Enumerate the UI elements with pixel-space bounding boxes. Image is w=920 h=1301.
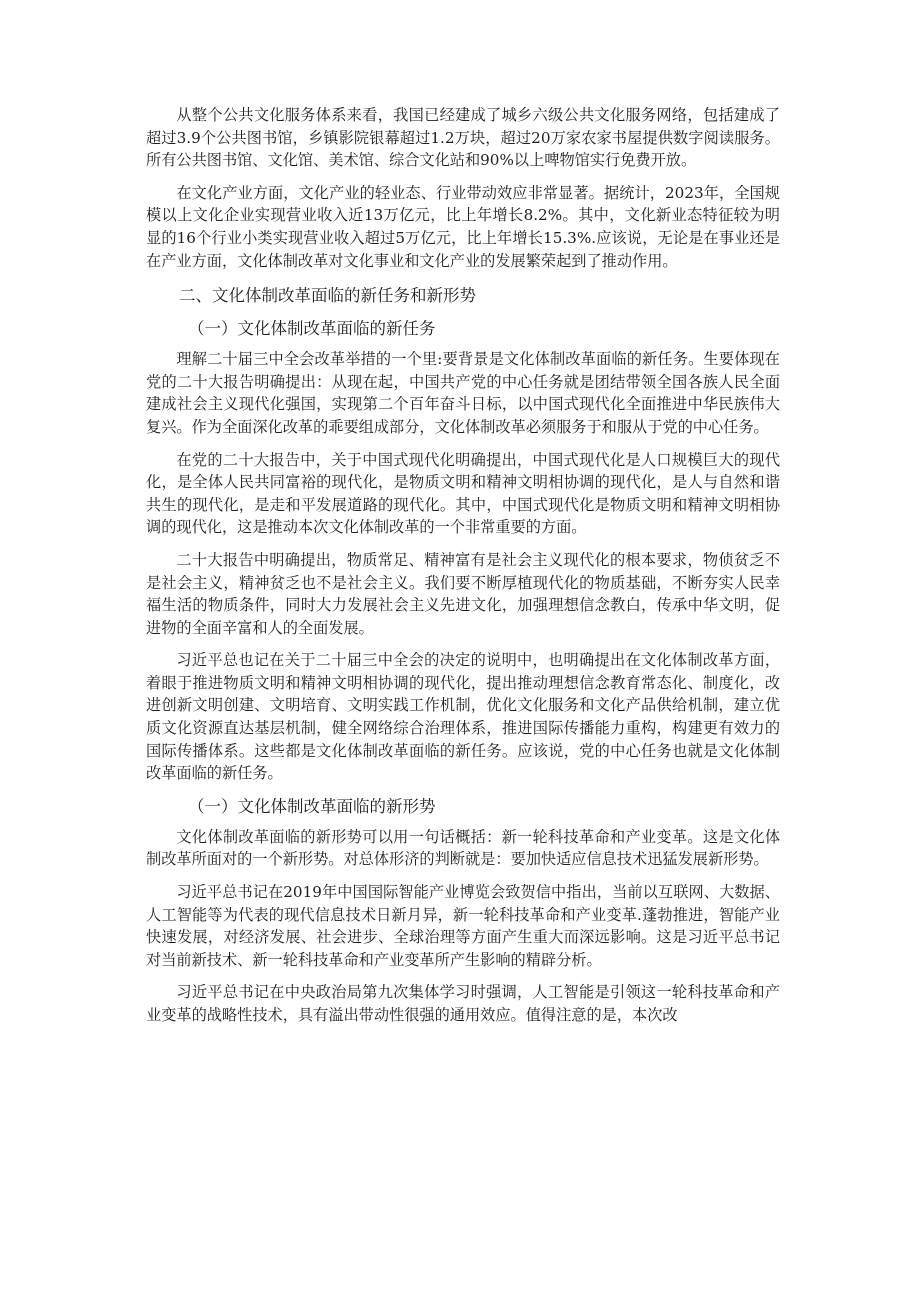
paragraph: 在文化产业方面，文化产业的轻业态、行业带动效应非常显著。据统计，2023年，全国规模以上文化企业实现营业收入近13万亿元，比上年增长8.2%。其中，文化新业态特征较为明显的16个行业小类实现营业收入超过5万亿元，比上年增长15.3%.应该说，无论是在事业还是在产业方面，文化体制改革对文化事业和文化产业的发展繁荣起到了推动作用。: [146, 183, 780, 270]
subsection-heading: （一）文化体制改革面临的新任务: [188, 319, 436, 339]
paragraph: 习近平总也记在关于二十届三中全会的决定的说明中，也明确提出在文化体制改革方面，着眼于推进物质文明和精神文明相协调的现代化，提出推动理想信念教育常态化、制度化，改进创新文明创建、文明培育、文明实践工作机制，优化文化服务和文化产品供给机制，建立优质文化资源直达基层机制，健全网络综合治理体系，推进国际传播能力重构，构建更有效力的国际传播体系。这些都是文化体制改革面临的新任务。应该说，党的中心任务也就是文化体制改革面临的新任务。: [146, 651, 780, 783]
paragraph: 理解二十届三中全会改革举措的一个里:要背景是文化体制改革面临的新任务。生要体现在党的二十大报告明确提出：从现在起，中国共产党的中心任务就是团结带领全国各族人民全面建成社会主义现代化强国，实现第二个百年奋斗日标，以中国式现代化全面推进中华民族伟大复兴。作为全面深化改革的乖要组成部分，文化体制改革必须服务于和服从于党的中心任务。: [146, 350, 780, 436]
paragraph: 习近平总书记在2019年中国国际智能产业博览会致贺信中指出，当前以互联网、大数据、人工智能等为代表的现代信息技术日新月异，新一轮科技革命和产业变革.蓬勃推进，智能产业快速发展，对经济发展、社会进步、全球治理等方面产生重大而深远影响。这是习近平总书记对当前新技术、新一轮科技革命和产业变革所产生影响的精辟分析。: [146, 883, 780, 969]
paragraph: 二十大报告中明确提出，物质常足、精神富有是社会主义现代化的根本要求，物侦贫乏不是社会主义，精神贫乏也不是社会主义。我们要不断厚植现代化的物质基础，不断夯实人民幸福生活的物质条件，同时大力发展社会主义先进文化，加强理想信念教白，传承中华文明，促进物的全面辛富和人的全面发展。: [146, 550, 780, 637]
paragraph: 从整个公共文化服务体系来看，我国已经建成了城乡六级公共文化服务网络，包括建成了超过3.9个公共图书馆，乡镇影院银幕超过1.2万块，超过20万家农家书屋提供数字阅读服务。所有公共图书馆、文化馆、美术馆、综合文化站和90%以上啤物馆实行免费开放。: [146, 106, 780, 170]
subsection-heading: （一）文化体制改革面临的新形势: [188, 796, 436, 816]
paragraph: 文化体制改革面临的新形势可以用一句话概括：新一轮科技革命和产业变革。这是文化体制改革所面对的一个新形势。对总体形济的判断就是：要加快适应信息技术迅猛发展新形势。: [146, 827, 780, 869]
paragraph: 习近平总书记在中央政治局第九次集体学习时强调，人工智能是引领这一轮科技革命和产业变革的战略性技术，具有溢出带动性很强的通用效应。值得注意的是，本次改: [146, 983, 780, 1024]
paragraph: 在党的二十大报告中，关于中国式现代化明确提出，中国式现代化是人口规模巨大的现代化，是全体人民共同富裕的现代化，是物质文明和精神文明相协调的现代化，是人与自然和谐共生的现代化，是走和平发展道路的现代化。其中，中国式现代化是物质文明和精神文明相协调的现代化，这是推动本次文化体制改革的一个非常重要的方面。: [146, 450, 780, 537]
section-heading: 二、文化体制改革面临的新任务和新形势: [179, 286, 476, 306]
